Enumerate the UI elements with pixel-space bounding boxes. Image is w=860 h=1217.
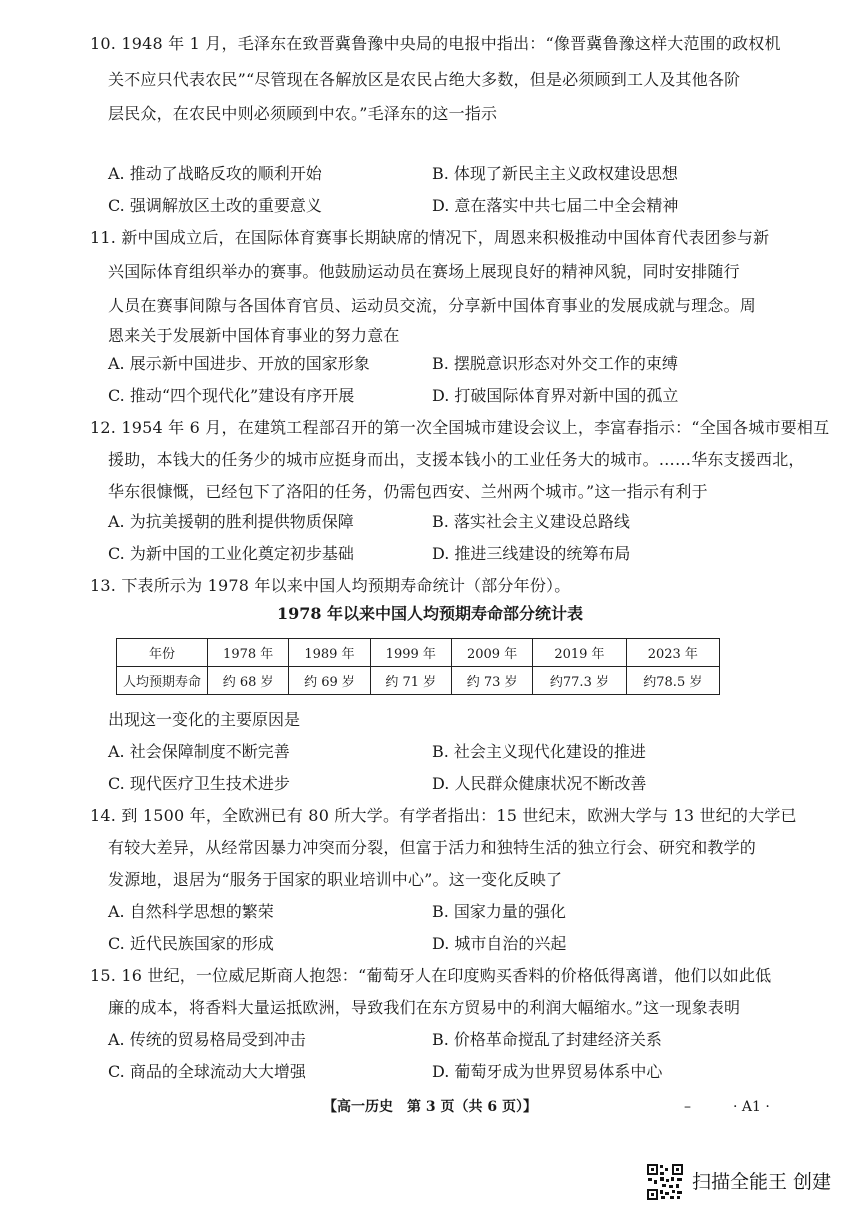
question-11-option-c: C. 推动“四个现代化”建设有序开展: [108, 386, 355, 405]
question-11-line-4: 恩来关于发展新中国体育事业的努力意在: [108, 326, 400, 345]
question-10-line-3: 层民众，在农民中则必须顾到中农。”毛泽东的这一指示: [108, 104, 498, 123]
question-14-option-a: A. 自然科学思想的繁荣: [108, 902, 274, 921]
table-cell-value: 约77.3 岁: [533, 667, 626, 695]
question-13-stem-after: 出现这一变化的主要原因是: [108, 710, 301, 729]
table-cell-year: 2023 年: [626, 639, 719, 667]
qr-code-icon: [646, 1163, 684, 1201]
question-12-option-a: A. 为抗美援朝的胜利提供物质保障: [108, 512, 354, 531]
question-11-option-d: D. 打破国际体育界对新中国的孤立: [432, 386, 679, 405]
question-11-option-a: A. 展示新中国进步、开放的国家形象: [108, 354, 370, 373]
question-13-option-b: B. 社会主义现代化建设的推进: [432, 742, 646, 761]
question-14-line-3: 发源地，退居为“服务于国家的职业培训中心”。这一变化反映了: [108, 870, 563, 889]
question-15-option-c: C. 商品的全球流动大大增强: [108, 1062, 306, 1081]
table-cell-value: 约 71 岁: [370, 667, 451, 695]
question-12-line-2: 援助，本钱大的任务少的城市应挺身而出，支援本钱小的工业任务大的城市。……华东支援西北，: [108, 450, 805, 469]
question-10-option-c: C. 强调解放区土改的重要意义: [108, 196, 322, 215]
question-13-option-a: A. 社会保障制度不断完善: [108, 742, 290, 761]
question-14-option-d: D. 城市自治的兴起: [432, 934, 567, 953]
question-14-option-c: C. 近代民族国家的形成: [108, 934, 274, 953]
question-12-option-d: D. 推进三线建设的统筹布局: [432, 544, 631, 563]
question-12-option-b: B. 落实社会主义建设总路线: [432, 512, 630, 531]
table-cell-value: 约 69 岁: [289, 667, 370, 695]
table-cell-year: 1999 年: [370, 639, 451, 667]
question-11-line-1: 11. 新中国成立后，在国际体育赛事长期缺席的情况下，周恩来积极推动中国体育代表团参与新: [90, 228, 770, 247]
table-cell-value: 约 73 岁: [451, 667, 532, 695]
question-10-line-1: 10. 1948 年 1 月，毛泽东在致晋冀鲁豫中央局的电报中指出：“像晋冀鲁豫这样大范围的政权机: [90, 34, 781, 53]
question-10-line-2: 关不应只代表农民”“尽管现在各解放区是农民占绝大多数，但是必须顾到工人及其他各阶: [108, 70, 741, 89]
table-row-header-year: 年份: [117, 639, 208, 667]
question-15-option-b: B. 价格革命搅乱了封建经济关系: [432, 1030, 662, 1049]
table-cell-value: 约78.5 岁: [626, 667, 719, 695]
question-15-option-d: D. 葡萄牙成为世界贸易体系中心: [432, 1062, 663, 1081]
table-row-years: [117, 639, 720, 667]
question-15-line-1: 15. 16 世纪，一位威尼斯商人抱怨：“葡萄牙人在印度购买香料的价格低得离谱，他们以如此低: [90, 966, 772, 985]
question-13-line-1: 13. 下表所示为 1978 年以来中国人均预期寿命统计（部分年份）。: [90, 576, 571, 595]
question-12-option-c: C. 为新中国的工业化奠定初步基础: [108, 544, 354, 563]
question-15-option-a: A. 传统的贸易格局受到冲击: [108, 1030, 306, 1049]
question-15-line-2: 廉的成本，将香料大量运抵欧洲，导致我们在东方贸易中的利润大幅缩水。”这一现象表明: [108, 998, 741, 1017]
table-row-values: [117, 667, 720, 695]
question-12-line-1: 12. 1954 年 6 月，在建筑工程部召开的第一次全国城市建设会议上，李富春指示：“全国各城市要相互: [90, 418, 830, 437]
table-cell-year: 2009 年: [451, 639, 532, 667]
table-cell-year: 1989 年: [289, 639, 370, 667]
question-11-option-b: B. 摆脱意识形态对外交工作的束缚: [432, 354, 678, 373]
table-cell-year: 1978 年: [208, 639, 289, 667]
question-11-line-3: 人员在赛事间隙与各国体育官员、运动员交流，分享新中国体育事业的发展成就与理念。周: [108, 296, 757, 315]
page-footer: 【高一历史 第 3 页（共 6 页）】: [323, 1099, 537, 1115]
scanner-brand-label: 扫描全能王 创建: [692, 1171, 832, 1193]
question-13-option-c: C. 现代医疗卫生技术进步: [108, 774, 290, 793]
table-title: 1978 年以来中国人均预期寿命部分统计表: [276, 604, 584, 623]
table-cell-year: 2019 年: [533, 639, 626, 667]
question-14-option-b: B. 国家力量的强化: [432, 902, 566, 921]
question-14-line-2: 有较大差异，从经常因暴力冲突而分裂，但富于活力和独特生活的独立行会、研究和教学的: [108, 838, 757, 857]
question-10-option-b: B. 体现了新民主主义政权建设思想: [432, 164, 678, 183]
life-expectancy-table: [116, 638, 720, 695]
table-cell-value: 约 68 岁: [208, 667, 289, 695]
question-13-option-d: D. 人民群众健康状况不断改善: [432, 774, 647, 793]
question-10-option-a: A. 推动了战略反攻的顺利开始: [108, 164, 322, 183]
question-14-line-1: 14. 到 1500 年，全欧洲已有 80 所大学。有学者指出：15 世纪末，欧洲大学与 13 世纪的大学已: [90, 806, 797, 825]
question-10-option-d: D. 意在落实中共七届二中全会精神: [432, 196, 679, 215]
table-row-header-life: 人均预期寿命: [117, 667, 208, 695]
question-11-line-2: 兴国际体育组织举办的赛事。他鼓励运动员在赛场上展现良好的精神风貌，同时安排随行: [108, 262, 740, 281]
question-12-line-3: 华东很慷慨，已经包下了洛阳的任务，仍需包西安、兰州两个城市。”这一指示有利于: [108, 482, 708, 501]
paper-code: – · A1 ·: [684, 1099, 770, 1115]
